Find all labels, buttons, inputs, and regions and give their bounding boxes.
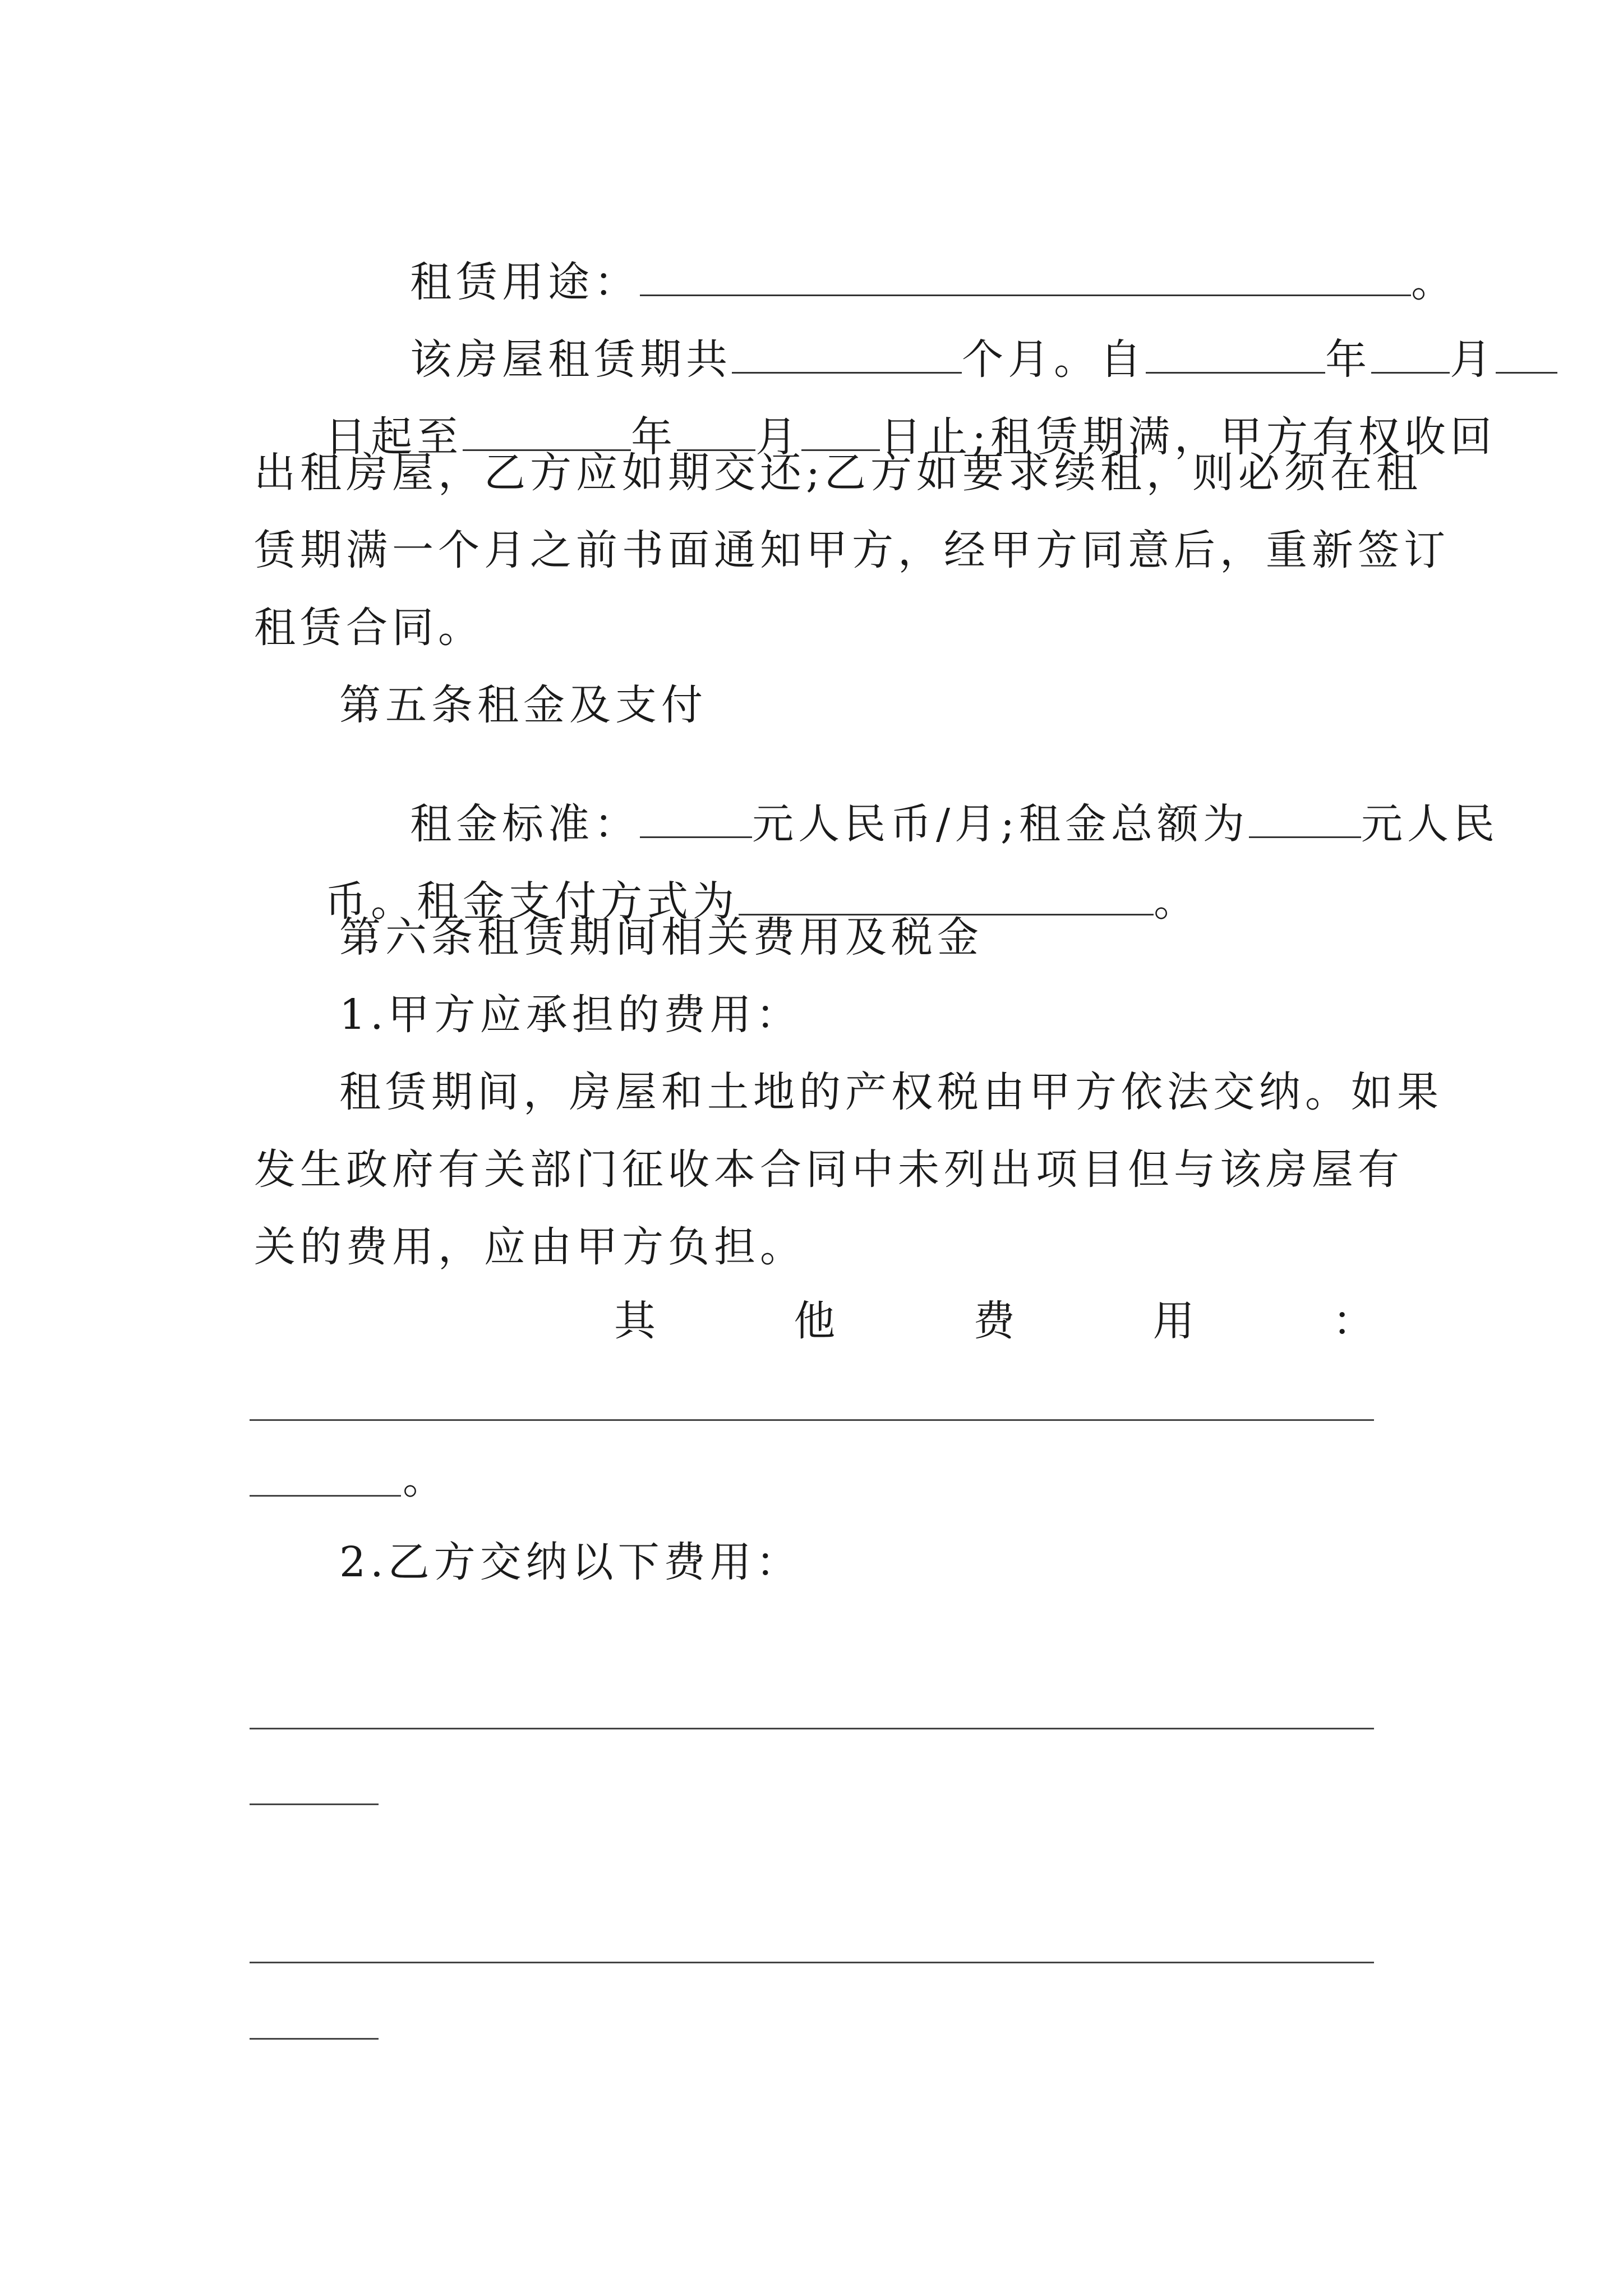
other-char-1: 其	[614, 1297, 656, 1345]
item-2-blank-1[interactable]	[250, 1728, 1374, 1729]
other-fees-blank-2[interactable]	[250, 1495, 401, 1497]
other-fees-end: 。	[403, 1455, 449, 1503]
usage-label: 租赁用途：	[410, 258, 640, 306]
end-month-label: 月	[755, 413, 802, 461]
rent-unit: 元人民币/月;租金总额为	[752, 800, 1249, 848]
pay-end: 。	[1154, 877, 1200, 926]
term-line-4: 赁期满一个月之前书面通知甲方，经甲方同意后，重新签订	[254, 526, 1450, 574]
term-line-5: 租赁合同。	[254, 604, 484, 652]
article-5-heading: 第五条租金及支付	[339, 681, 707, 729]
item-1-heading: 1.甲方应承担的费用：	[339, 991, 802, 1039]
item-1-para-1: 租赁期间，房屋和土地的产权税由甲方依法交纳。如果	[339, 1068, 1443, 1116]
term-end-text: 日止;租赁期满，甲方有权收回	[880, 413, 1497, 461]
pay-prefix: 币。租金支付方式为	[325, 877, 739, 926]
end-year-label: 年	[631, 413, 677, 461]
term-months-blank[interactable]	[732, 339, 962, 374]
rent-total-blank[interactable]	[1249, 804, 1361, 838]
other-char-2: 他	[794, 1297, 836, 1345]
start-month-label: 月	[1450, 335, 1496, 384]
term-prefix: 该房屋租赁期共	[410, 335, 732, 384]
other-char-3: 费	[973, 1297, 1015, 1345]
end-month-blank[interactable]	[677, 417, 755, 451]
end-year-blank[interactable]	[463, 417, 631, 451]
other-fees-label	[614, 1297, 1374, 1345]
item-1-para-3: 关的费用，应由甲方负担。	[254, 1223, 806, 1271]
usage-end: 。	[1411, 258, 1458, 306]
start-day-blank[interactable]	[1496, 339, 1557, 374]
rent-tail: 元人民	[1361, 800, 1499, 848]
rent-label: 租金标准：	[410, 800, 640, 848]
start-year-label: 年	[1325, 335, 1372, 384]
item-1-para-2: 发生政府有关部门征收本合同中未列出项目但与该房屋有	[254, 1145, 1404, 1194]
usage-blank[interactable]	[640, 262, 1411, 296]
other-char-4: 用	[1152, 1297, 1195, 1345]
item-2-blank-1-tail[interactable]	[250, 1803, 379, 1805]
other-fees-blank-1[interactable]	[250, 1419, 1374, 1421]
rent-monthly-blank[interactable]	[640, 804, 752, 838]
start-month-blank[interactable]	[1371, 339, 1450, 374]
item-2-blank-2-tail[interactable]	[250, 2038, 379, 2040]
term-months-label: 个月。自	[962, 335, 1146, 384]
term-day-label: 日起至	[325, 413, 463, 461]
pay-method-blank[interactable]	[739, 881, 1154, 915]
item-2-heading: 2.乙方交纳以下费用：	[339, 1538, 802, 1586]
start-year-blank[interactable]	[1146, 339, 1325, 374]
article-6-heading: 第六条租赁期间相关费用及税金	[339, 913, 983, 961]
other-char-5: ：	[1332, 1297, 1374, 1345]
item-2-blank-2[interactable]	[250, 1962, 1374, 1963]
term-line-3: 出租房屋，乙方应如期交还;乙方如要求续租，则必须在租	[254, 449, 1422, 497]
end-day-blank[interactable]	[801, 417, 880, 451]
